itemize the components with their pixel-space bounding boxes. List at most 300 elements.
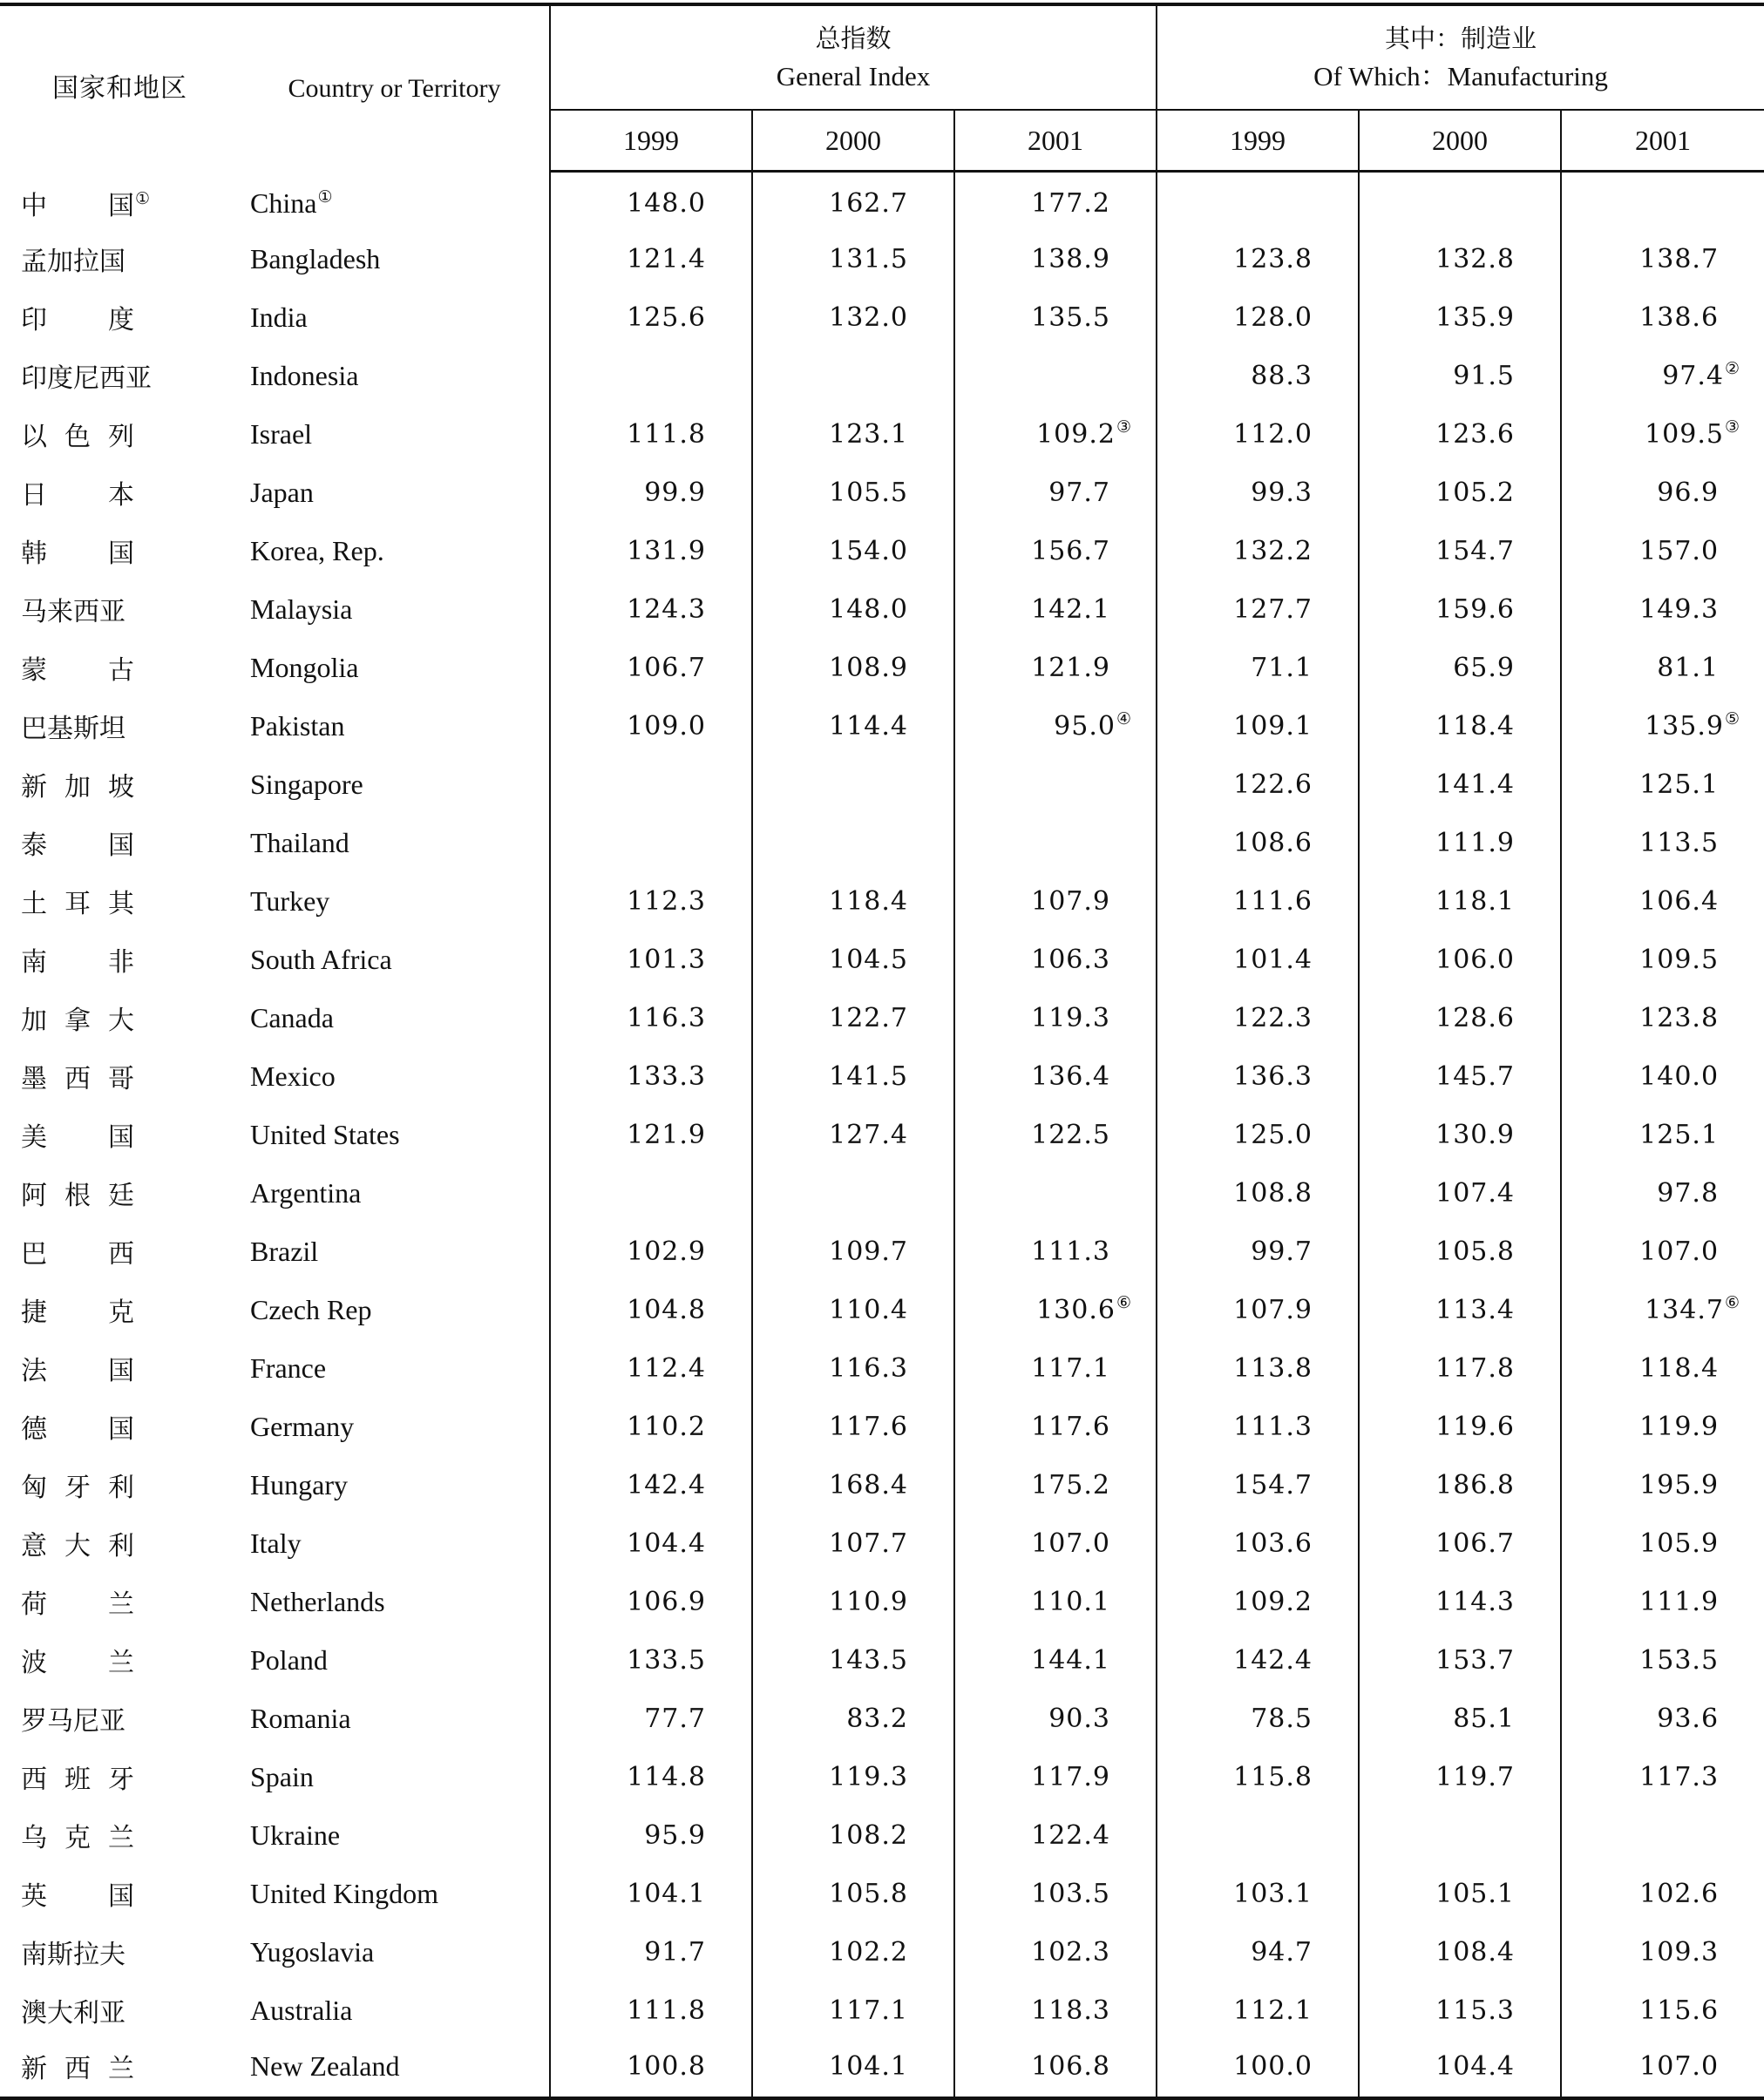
manufacturing-2000-value: 113.4 <box>1435 1294 1516 1325</box>
manufacturing-2001-cell <box>1561 1573 1764 1631</box>
general-index-2001-cell <box>954 522 1157 580</box>
general-index-1999-cell <box>550 755 752 814</box>
country-name-zh-text: 印 度 <box>21 305 134 335</box>
general-index-2001-value: 121.9 <box>1031 652 1111 683</box>
general-index-2000-value: 117.1 <box>829 1995 908 2026</box>
country-name-en <box>240 1748 550 1806</box>
general-index-1999-value: 100.8 <box>627 2050 706 2082</box>
manufacturing-2000-cell <box>1359 1223 1561 1281</box>
manufacturing-2000-value: 119.7 <box>1435 1761 1516 1792</box>
manufacturing-1999-value: 136.3 <box>1233 1060 1313 1092</box>
manufacturing-1999-cell <box>1157 172 1359 230</box>
footnote-marker: ③ <box>1724 417 1740 437</box>
country-name-en-text: Poland <box>250 1643 328 1676</box>
country-name-zh <box>0 1514 240 1573</box>
general-index-2001-cell <box>954 931 1157 989</box>
table-row <box>0 1106 1764 1164</box>
manufacturing-1999-value: 99.3 <box>1251 477 1313 508</box>
general-index-2001-value: 102.3 <box>1031 1936 1111 1968</box>
country-name-zh-text: 新西兰 <box>21 2054 134 2084</box>
general-index-1999-value: 109.0 <box>627 710 706 742</box>
manufacturing-2001-cell <box>1561 1223 1764 1281</box>
manufacturing-2001-cell <box>1561 464 1764 522</box>
general-index-2001-value: 107.0 <box>1031 1528 1111 1559</box>
country-name-en <box>240 989 550 1047</box>
country-name-en <box>240 755 550 814</box>
manufacturing-2001-cell <box>1561 1981 1764 2040</box>
general-index-2001-value: 95.0 <box>1054 710 1116 742</box>
general-index-2001-cell <box>954 172 1157 230</box>
manufacturing-2000-value: 104.4 <box>1435 2050 1516 2082</box>
manufacturing-2000-value: 145.7 <box>1435 1060 1516 1092</box>
country-name-en-text: Hungary <box>250 1468 348 1500</box>
country-name-en-text: Pakistan <box>250 709 345 742</box>
manufacturing-2000-cell <box>1359 872 1561 931</box>
country-name-zh <box>0 1281 240 1339</box>
general-index-2001-value: 109.2 <box>1036 418 1116 450</box>
manufacturing-1999-value: 128.0 <box>1233 301 1313 333</box>
footnote-marker: ⑤ <box>1724 708 1740 728</box>
table-row <box>0 931 1764 989</box>
table-row <box>0 1514 1764 1573</box>
general-index-2001-cell <box>954 405 1157 464</box>
table-row <box>0 755 1764 814</box>
general-index-2001-cell <box>954 1631 1157 1690</box>
manufacturing-1999-value: 154.7 <box>1233 1469 1313 1500</box>
general-index-2001-value: 175.2 <box>1031 1469 1111 1500</box>
general-index-1999-cell <box>550 1398 752 1456</box>
country-name-en <box>240 522 550 580</box>
general-index-2000-cell <box>752 2040 954 2098</box>
header-year-general-2000: 2000 <box>752 110 954 172</box>
country-name-zh-text: 南 非 <box>21 947 134 978</box>
header-year-manufacturing-1999: 1999 <box>1157 110 1359 172</box>
table-row <box>0 2040 1764 2098</box>
general-index-2000-cell <box>752 1398 954 1456</box>
general-index-2000-cell <box>752 288 954 347</box>
general-index-2000-cell <box>752 1047 954 1106</box>
general-index-2000-value: 104.5 <box>829 944 908 975</box>
country-name-en <box>240 2040 550 2098</box>
manufacturing-1999-cell <box>1157 1047 1359 1106</box>
general-index-2000-cell <box>752 464 954 522</box>
manufacturing-2001-cell <box>1561 755 1764 814</box>
general-index-2000-cell <box>752 522 954 580</box>
general-index-2001-cell <box>954 1281 1157 1339</box>
manufacturing-2001-cell <box>1561 697 1764 755</box>
manufacturing-2000-value: 119.6 <box>1435 1411 1516 1442</box>
general-index-2000-cell <box>752 1865 954 1923</box>
manufacturing-2001-cell <box>1561 1164 1764 1223</box>
manufacturing-1999-value: 132.2 <box>1233 535 1313 566</box>
manufacturing-2001-cell <box>1561 1106 1764 1164</box>
manufacturing-2000-cell <box>1359 755 1561 814</box>
manufacturing-2001-cell <box>1561 580 1764 639</box>
manufacturing-2001-value: 119.9 <box>1639 1411 1720 1442</box>
general-index-1999-value: 121.9 <box>627 1119 706 1150</box>
general-index-2000-value: 168.4 <box>829 1469 908 1500</box>
country-name-zh <box>0 1223 240 1281</box>
general-index-2001-cell <box>954 1164 1157 1223</box>
general-index-2001-value: 135.5 <box>1031 301 1111 333</box>
country-name-en <box>240 1281 550 1339</box>
manufacturing-2001-value: 96.9 <box>1657 477 1720 508</box>
manufacturing-1999-value: 111.6 <box>1233 885 1313 917</box>
general-index-2000-cell <box>752 1281 954 1339</box>
country-name-en-text: Turkey <box>250 884 330 917</box>
general-index-2001-cell <box>954 755 1157 814</box>
table-row <box>0 872 1764 931</box>
manufacturing-2000-value: 118.1 <box>1435 885 1516 917</box>
table-row <box>0 1398 1764 1456</box>
footnote-marker: ② <box>1724 358 1740 378</box>
manufacturing-2001-cell <box>1561 1398 1764 1456</box>
manufacturing-2000-value: 117.8 <box>1435 1352 1516 1384</box>
manufacturing-2000-cell <box>1359 1806 1561 1865</box>
country-name-en <box>240 1865 550 1923</box>
general-index-2001-value: 110.1 <box>1031 1586 1111 1617</box>
general-index-2000-value: 162.7 <box>829 188 908 220</box>
general-index-2001-value: 106.8 <box>1031 2050 1111 2082</box>
country-name-zh <box>0 989 240 1047</box>
country-name-zh <box>0 1339 240 1398</box>
general-index-2001-cell <box>954 1223 1157 1281</box>
country-name-zh <box>0 872 240 931</box>
manufacturing-1999-cell <box>1157 872 1359 931</box>
manufacturing-2000-value: 132.8 <box>1435 243 1516 274</box>
manufacturing-2000-cell <box>1359 1573 1561 1631</box>
general-index-2001-cell <box>954 872 1157 931</box>
manufacturing-1999-cell <box>1157 464 1359 522</box>
general-index-2001-value: 119.3 <box>1031 1002 1111 1033</box>
general-index-2001-value: 138.9 <box>1031 243 1111 274</box>
country-name-en-text: United States <box>250 1118 400 1150</box>
manufacturing-2001-cell <box>1561 989 1764 1047</box>
general-index-1999-cell <box>550 1573 752 1631</box>
header-manufacturing <box>1157 4 1764 110</box>
general-index-2001-value: 142.1 <box>1031 593 1111 625</box>
country-name-en-text: Malaysia <box>250 593 353 625</box>
manufacturing-1999-cell <box>1157 639 1359 697</box>
general-index-2000-cell <box>752 931 954 989</box>
general-index-2000-value: 108.9 <box>829 652 908 683</box>
country-name-zh-text: 加拿大 <box>21 1006 134 1036</box>
country-name-zh-text: 荷 兰 <box>21 1589 134 1620</box>
manufacturing-2001-cell <box>1561 2040 1764 2098</box>
manufacturing-2001-value: 109.5 <box>1639 944 1720 975</box>
country-name-zh <box>0 639 240 697</box>
country-name-zh <box>0 1690 240 1748</box>
header-year-general-1999: 1999 <box>550 110 752 172</box>
general-index-2000-cell <box>752 697 954 755</box>
table-row <box>0 1631 1764 1690</box>
general-index-1999-cell <box>550 1981 752 2040</box>
general-index-1999-value: 111.8 <box>627 418 706 450</box>
header-year-manufacturing-2001: 2001 <box>1561 110 1764 172</box>
manufacturing-1999-value: 94.7 <box>1251 1936 1313 1968</box>
general-index-1999-value: 133.3 <box>627 1060 706 1092</box>
country-name-en-text: United Kingdom <box>250 1877 438 1909</box>
general-index-2001-cell <box>954 697 1157 755</box>
general-index-2001-value: 130.6 <box>1036 1294 1116 1325</box>
country-name-zh <box>0 288 240 347</box>
header-country-zh: 国家和地区 <box>0 4 240 172</box>
manufacturing-1999-cell <box>1157 1514 1359 1573</box>
manufacturing-2000-cell <box>1359 1631 1561 1690</box>
manufacturing-1999-value: 112.1 <box>1233 1995 1313 2026</box>
manufacturing-2001-value: 106.4 <box>1639 885 1720 917</box>
general-index-2000-cell <box>752 1923 954 1981</box>
manufacturing-2000-value: 105.8 <box>1435 1236 1516 1267</box>
country-name-en-text: Ukraine <box>250 1819 341 1851</box>
general-index-2000-value: 131.5 <box>829 243 908 274</box>
general-index-2001-cell <box>954 1865 1157 1923</box>
country-name-en <box>240 1806 550 1865</box>
manufacturing-2000-value: 186.8 <box>1435 1469 1516 1500</box>
general-index-2000-value: 123.1 <box>829 418 908 450</box>
general-index-1999-cell <box>550 1631 752 1690</box>
general-index-1999-value: 131.9 <box>627 535 706 566</box>
general-index-2001-value: 136.4 <box>1031 1060 1111 1092</box>
general-index-2001-cell <box>954 989 1157 1047</box>
general-index-2001-cell <box>954 1456 1157 1514</box>
table-row <box>0 464 1764 522</box>
general-index-2000-cell <box>752 172 954 230</box>
country-name-zh-text: 法 国 <box>21 1356 134 1386</box>
general-index-1999-cell <box>550 1865 752 1923</box>
country-name-en-text: Czech Rep <box>250 1293 372 1325</box>
general-index-1999-cell <box>550 1223 752 1281</box>
general-index-2000-value: 117.6 <box>829 1411 908 1442</box>
country-name-zh <box>0 405 240 464</box>
general-index-2001-value: 144.1 <box>1031 1644 1111 1676</box>
header-general-index-en: General Index <box>776 61 931 91</box>
general-index-2001-cell <box>954 347 1157 405</box>
country-name-en <box>240 931 550 989</box>
general-index-1999-cell <box>550 872 752 931</box>
manufacturing-1999-value: 103.6 <box>1233 1528 1313 1559</box>
general-index-2001-cell <box>954 2040 1157 2098</box>
general-index-1999-cell <box>550 1164 752 1223</box>
general-index-2001-cell <box>954 1047 1157 1106</box>
country-name-zh-text: 捷 克 <box>21 1297 134 1328</box>
general-index-2001-cell <box>954 1573 1157 1631</box>
manufacturing-2001-value: 107.0 <box>1639 2050 1720 2082</box>
manufacturing-2001-cell <box>1561 639 1764 697</box>
country-name-zh-text: 土耳其 <box>21 889 134 919</box>
manufacturing-2000-cell <box>1359 1106 1561 1164</box>
table-row <box>0 639 1764 697</box>
manufacturing-1999-cell <box>1157 230 1359 288</box>
manufacturing-2001-cell <box>1561 1748 1764 1806</box>
general-index-2000-value: 83.2 <box>846 1703 908 1734</box>
general-index-2000-value: 148.0 <box>829 593 908 625</box>
manufacturing-2001-cell <box>1561 1339 1764 1398</box>
general-index-2000-value: 104.1 <box>829 2050 908 2082</box>
general-index-2000-cell <box>752 755 954 814</box>
country-name-zh-text: 巴 西 <box>21 1239 134 1270</box>
general-index-2000-cell <box>752 1339 954 1398</box>
general-index-1999-cell <box>550 814 752 872</box>
country-name-en <box>240 1339 550 1398</box>
manufacturing-1999-value: 142.4 <box>1233 1644 1313 1676</box>
general-index-2001-cell <box>954 464 1157 522</box>
table-row <box>0 1690 1764 1748</box>
general-index-2000-value: 122.7 <box>829 1002 908 1033</box>
manufacturing-2000-value: 91.5 <box>1453 360 1516 391</box>
country-name-en <box>240 872 550 931</box>
manufacturing-1999-cell <box>1157 1164 1359 1223</box>
manufacturing-1999-cell <box>1157 1806 1359 1865</box>
general-index-1999-cell <box>550 1281 752 1339</box>
manufacturing-2001-cell <box>1561 1690 1764 1748</box>
general-index-2000-cell <box>752 580 954 639</box>
manufacturing-1999-cell <box>1157 1923 1359 1981</box>
general-index-2000-cell <box>752 1106 954 1164</box>
country-name-en <box>240 464 550 522</box>
general-index-1999-value: 112.4 <box>627 1352 706 1384</box>
country-name-zh <box>0 1865 240 1923</box>
general-index-2001-cell <box>954 1981 1157 2040</box>
manufacturing-1999-cell <box>1157 989 1359 1047</box>
manufacturing-1999-cell <box>1157 1748 1359 1806</box>
general-index-2000-cell <box>752 230 954 288</box>
general-index-2000-value: 105.5 <box>829 477 908 508</box>
general-index-2001-cell <box>954 639 1157 697</box>
general-index-2001-cell <box>954 1806 1157 1865</box>
country-name-zh <box>0 1806 240 1865</box>
manufacturing-2001-cell <box>1561 1806 1764 1865</box>
country-name-zh-text: 意大利 <box>21 1531 134 1561</box>
general-index-2000-cell <box>752 1223 954 1281</box>
manufacturing-2000-value: 153.7 <box>1435 1644 1516 1676</box>
country-name-zh <box>0 230 240 288</box>
general-index-1999-cell <box>550 639 752 697</box>
manufacturing-1999-cell <box>1157 1398 1359 1456</box>
general-index-2001-cell <box>954 814 1157 872</box>
manufacturing-2000-cell <box>1359 1865 1561 1923</box>
general-index-1999-cell <box>550 1106 752 1164</box>
general-index-2000-value: 110.9 <box>829 1586 908 1617</box>
general-index-1999-cell <box>550 172 752 230</box>
general-index-1999-value: 77.7 <box>644 1703 706 1734</box>
manufacturing-1999-cell <box>1157 1281 1359 1339</box>
general-index-2001-value: 90.3 <box>1048 1703 1111 1734</box>
country-name-zh <box>0 522 240 580</box>
country-name-zh <box>0 1398 240 1456</box>
country-name-zh <box>0 1923 240 1981</box>
country-name-en <box>240 639 550 697</box>
manufacturing-1999-value: 111.3 <box>1233 1411 1313 1442</box>
general-index-2000-value: 154.0 <box>829 535 908 566</box>
general-index-2001-cell <box>954 1748 1157 1806</box>
general-index-1999-cell <box>550 464 752 522</box>
general-index-2000-value: 127.4 <box>829 1119 908 1150</box>
general-index-2001-cell <box>954 230 1157 288</box>
country-name-zh <box>0 172 240 230</box>
general-index-1999-value: 104.4 <box>627 1528 706 1559</box>
footnote-marker: ⑥ <box>1724 1292 1740 1312</box>
table-row <box>0 1806 1764 1865</box>
manufacturing-1999-value: 122.3 <box>1233 1002 1313 1033</box>
manufacturing-1999-cell <box>1157 2040 1359 2098</box>
manufacturing-2000-cell <box>1359 1398 1561 1456</box>
country-name-zh <box>0 1164 240 1223</box>
general-index-1999-value: 124.3 <box>627 593 706 625</box>
country-name-en-text: Brazil <box>250 1235 319 1267</box>
header-year-manufacturing-2000: 2000 <box>1359 110 1561 172</box>
country-name-zh <box>0 347 240 405</box>
general-index-1999-cell <box>550 405 752 464</box>
manufacturing-2001-value: 97.4 <box>1662 360 1724 391</box>
country-name-en-text: Romania <box>250 1702 351 1734</box>
general-index-2000-value: 105.8 <box>829 1878 908 1909</box>
manufacturing-2001-value: 195.9 <box>1639 1469 1720 1500</box>
manufacturing-1999-value: 112.0 <box>1233 418 1313 450</box>
manufacturing-2000-value: 114.3 <box>1435 1586 1516 1617</box>
manufacturing-2001-cell <box>1561 405 1764 464</box>
general-index-2000-value: 110.4 <box>829 1294 908 1325</box>
manufacturing-2000-cell <box>1359 522 1561 580</box>
country-name-en <box>240 697 550 755</box>
manufacturing-1999-cell <box>1157 580 1359 639</box>
country-name-en-text: New Zealand <box>250 2049 400 2082</box>
table-header <box>0 4 1764 172</box>
country-name-zh-text: 匈牙利 <box>21 1473 134 1503</box>
general-index-2001-value: 103.5 <box>1031 1878 1111 1909</box>
manufacturing-1999-value: 78.5 <box>1251 1703 1313 1734</box>
manufacturing-1999-cell <box>1157 1456 1359 1514</box>
table-row <box>0 814 1764 872</box>
manufacturing-2001-value: 93.6 <box>1657 1703 1720 1734</box>
table-body <box>0 172 1764 2098</box>
table-row <box>0 1339 1764 1398</box>
general-index-2001-value: 117.6 <box>1031 1411 1111 1442</box>
general-index-2000-value: 118.4 <box>829 885 908 917</box>
country-name-en-text: Argentina <box>250 1176 362 1209</box>
manufacturing-2000-cell <box>1359 580 1561 639</box>
footnote-marker: ④ <box>1116 708 1132 728</box>
country-name-zh <box>0 2040 240 2098</box>
general-index-1999-cell <box>550 288 752 347</box>
country-name-zh-text: 阿根廷 <box>21 1181 134 1211</box>
general-index-1999-value: 106.9 <box>627 1586 706 1617</box>
country-name-en <box>240 580 550 639</box>
manufacturing-2001-value: 115.6 <box>1639 1995 1720 2026</box>
general-index-2000-value: 114.4 <box>829 710 908 742</box>
general-index-1999-value: 106.7 <box>627 652 706 683</box>
general-index-1999-value: 116.3 <box>627 1002 706 1033</box>
manufacturing-2000-cell <box>1359 172 1561 230</box>
manufacturing-1999-cell <box>1157 1981 1359 2040</box>
country-name-zh <box>0 755 240 814</box>
table-row <box>0 1923 1764 1981</box>
country-name-zh <box>0 814 240 872</box>
country-name-zh <box>0 1573 240 1631</box>
manufacturing-2000-cell <box>1359 2040 1561 2098</box>
general-index-1999-value: 148.0 <box>627 188 706 220</box>
manufacturing-1999-cell <box>1157 405 1359 464</box>
country-name-en-text: China <box>250 186 317 219</box>
manufacturing-2000-cell <box>1359 288 1561 347</box>
manufacturing-2001-value: 153.5 <box>1639 1644 1720 1676</box>
country-name-en <box>240 1923 550 1981</box>
manufacturing-2000-cell <box>1359 814 1561 872</box>
country-name-zh-text: 以色列 <box>21 422 134 452</box>
manufacturing-2000-value: 128.6 <box>1435 1002 1516 1033</box>
manufacturing-1999-value: 108.6 <box>1233 827 1313 858</box>
manufacturing-2001-cell <box>1561 230 1764 288</box>
